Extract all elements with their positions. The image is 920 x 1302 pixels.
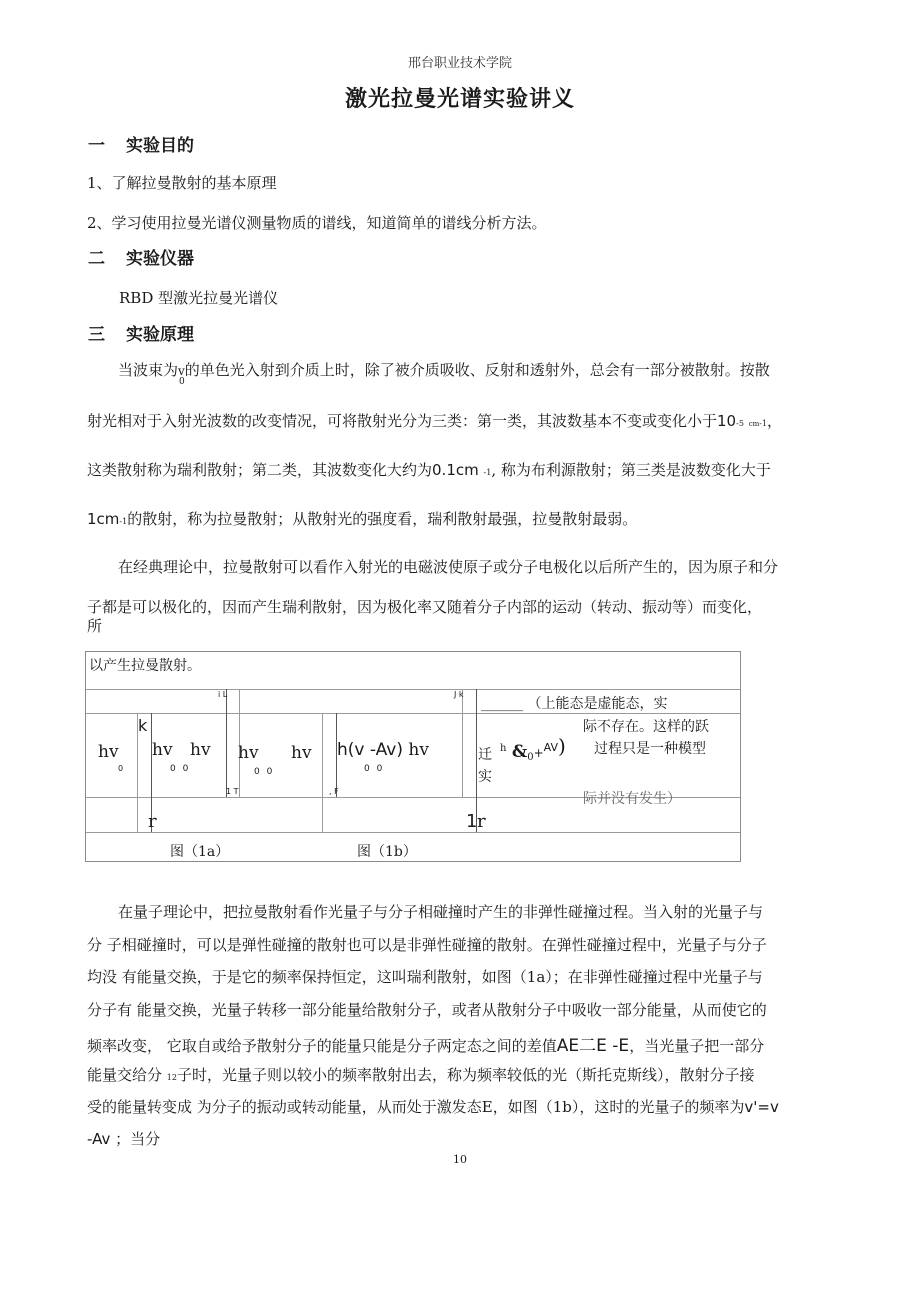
- text-run: 的散射，称为拉曼散射；从散射光的强度看，瑞利散射最强，拉曼散射最弱。: [127, 510, 638, 528]
- rayleigh2-photon-out: hv: [291, 743, 312, 763]
- table-rule-vertical: [462, 689, 463, 797]
- anti-paren: ): [558, 734, 566, 758]
- anti-stokes-formula: [500, 734, 566, 763]
- quantum-line2: 分 子相碰撞时，可以是弹性碰撞的散射也可以是非弹性碰撞的散射。在弹性碰撞过程中，光量子与分子: [87, 936, 767, 954]
- quantum-line1: 在量子理论中，把拉曼散射看作光量子与分子相碰撞时产生的非弹性碰撞过程。当入射的光量子与: [118, 903, 764, 921]
- value-number: 1cm: [87, 510, 120, 528]
- text-run: 这类散射称为瑞利散射；第二类，其波数变化大约为: [87, 461, 433, 479]
- stokes-formula: h(v -Av): [337, 740, 403, 760]
- text-run: ；当分: [115, 1130, 161, 1148]
- instrument-item: RBD 型激光拉曼光谱仪: [119, 289, 279, 307]
- exponent: -1: [483, 468, 492, 477]
- quantum-line5: [87, 1031, 764, 1056]
- section-heading-2: [88, 244, 194, 269]
- rayleigh2-subscripts: 0 0: [254, 767, 275, 777]
- caption-figure-1b: 图（1b）: [357, 844, 417, 860]
- anti-subscript: 0: [527, 752, 534, 763]
- energy-difference-formula: AE二E -E: [556, 1036, 630, 1056]
- frequency-formula-cont: -Av: [87, 1130, 111, 1148]
- rayleigh-subscripts: 0 0: [170, 764, 191, 774]
- text-run: 的单色光入射到介质上时，除了被介质吸收、反射和透射外，总会有一部分被散射。按散: [184, 361, 770, 379]
- transition-char-1: 迁: [478, 747, 492, 763]
- principle-p2-line1: 在经典理论中，拉曼散射可以看作入射光的电磁波使原子或分子电极化以后所产生的，因为原子和分: [118, 558, 779, 576]
- section-number: 三: [88, 325, 105, 345]
- transition-char-2: 实: [478, 769, 492, 785]
- principle-p1-line1: [118, 359, 770, 387]
- text-run: 当波束为: [118, 361, 179, 379]
- anti-h: h: [500, 743, 507, 754]
- hv-subscript: 0: [118, 764, 124, 773]
- value-number: 10: [717, 412, 737, 430]
- section-title: 实验目的: [126, 136, 194, 156]
- rayleigh2-photon-in: hv: [238, 743, 259, 763]
- section-number: 一: [88, 136, 105, 156]
- level-mark-k: k: [138, 716, 148, 735]
- subscript-12: 12: [166, 1073, 177, 1082]
- text-run: ，当光量子把一部分: [629, 1037, 765, 1055]
- table-rule: [86, 713, 740, 714]
- principle-p2-line2: 子都是可以极化的，因而产生瑞利散射，因为极化率又随着分子内部的运动（转动、振动等）而变化，: [87, 598, 763, 616]
- virtual-state-note-line2: 际不存在。这样的跃: [583, 719, 709, 735]
- nu-char: v: [178, 364, 185, 378]
- arrow-mark-1b: 1: [466, 811, 478, 832]
- section-number: 二: [88, 249, 105, 269]
- text-run: 受的能量转变成 为分子的振动或转动能量，从而处于激发态E，如图（1b），这时的光量子的频率为: [87, 1098, 745, 1116]
- principle-p1-line3: [87, 459, 771, 480]
- section-heading-3: [88, 320, 194, 345]
- principle-p1-line4: [87, 508, 637, 529]
- section-title: 实验仪器: [126, 249, 194, 269]
- arrow-up-1b: r: [477, 811, 486, 832]
- section-title: 实验原理: [126, 325, 194, 345]
- table-rule-vertical: [322, 713, 323, 832]
- level-mark-iL: i L: [218, 690, 228, 699]
- text-run: ，: [767, 412, 783, 430]
- exponent: -5: [736, 419, 744, 428]
- level-mark-1T: 1 T: [226, 787, 239, 796]
- anti-superscript: AV: [543, 741, 559, 754]
- virtual-state-note-line1: ______ （上能态是虚能态，实: [481, 696, 668, 712]
- stokes-hv: hv: [408, 740, 429, 760]
- nu-symbol: [178, 364, 185, 387]
- nu-subscript: 0: [179, 377, 185, 387]
- quantum-line7: [87, 1096, 779, 1117]
- quantum-line4: 分子有 能量交换，光量子转移一部分能量给散射分子，或者从散射分子中吸收一部分能量，从而使它的: [87, 1001, 767, 1019]
- objective-item-1: 1、了解拉曼散射的基本原理: [87, 174, 277, 192]
- level-mark-F: , F: [329, 787, 339, 796]
- page-number: 10: [453, 1153, 467, 1166]
- frequency-formula: v'=v: [744, 1098, 779, 1116]
- quantum-line8: [87, 1128, 160, 1149]
- objective-item-2: 2、学习使用拉曼光谱仪测量物质的谱线，知道简单的谱线分析方法。: [87, 214, 547, 232]
- text-run: , 称为布利源散射；第三类是波数变化大于: [491, 461, 771, 479]
- school-name: 邢台职业技术学院: [407, 56, 512, 71]
- principle-p2-line3: 所: [87, 617, 103, 635]
- hv-text: hv: [98, 742, 119, 762]
- unit-exponent: -1: [759, 419, 768, 428]
- table-rule: [86, 689, 740, 690]
- rayleigh-photon-in: hv: [152, 740, 173, 760]
- virtual-state-note-line3: 过程只是一种模型: [594, 741, 706, 757]
- anti-symbol: &: [511, 742, 528, 762]
- text-run: 能量交给分: [87, 1066, 163, 1084]
- value-number: 0.1cm: [432, 461, 479, 479]
- principle-p1-line2: [87, 410, 782, 431]
- quantum-line3: 均没 有能量交换，于是它的频率保持恒定，这叫瑞利散射，如图（1a）；在非弹性碰撞过程中光量子与: [87, 968, 763, 986]
- exponent: -1: [119, 517, 128, 526]
- caption-figure-1a: 图（1a）: [170, 844, 230, 860]
- document-title: 激光拉曼光谱实验讲义: [344, 87, 575, 112]
- quantum-line6: [87, 1064, 755, 1085]
- virtual-state-note-line4: 际并没有发生）: [583, 791, 681, 807]
- incident-photon-label: [98, 742, 124, 773]
- level-mark-Jk: J k: [454, 690, 464, 699]
- rayleigh-photon-out: hv: [190, 740, 211, 760]
- text-run: 频率改变， 它取自或给予散射分子的能量只能是分子两定态之间的差值: [87, 1037, 557, 1055]
- unit: cm: [748, 420, 760, 428]
- figure-table: [85, 651, 741, 862]
- stokes-subscripts: 0 0: [364, 764, 385, 774]
- arrow-up-1a: r: [148, 811, 157, 832]
- anti-plus: +: [533, 746, 544, 760]
- table-rule-vertical: [226, 689, 227, 797]
- text-run: 射光相对于入射光波数的改变情况，可将散射光分为三类：第一类，其波数基本不变或变化小于: [87, 412, 718, 430]
- figure-leading-text: 以产生拉曼散射。: [89, 658, 201, 674]
- table-rule: [86, 832, 740, 833]
- stokes-photon-label: [337, 740, 429, 760]
- section-heading-1: [88, 131, 194, 156]
- text-run: 子时，光量子则以较小的频率散射出去，称为频率较低的光（斯托克斯线），散射分子接: [176, 1066, 755, 1084]
